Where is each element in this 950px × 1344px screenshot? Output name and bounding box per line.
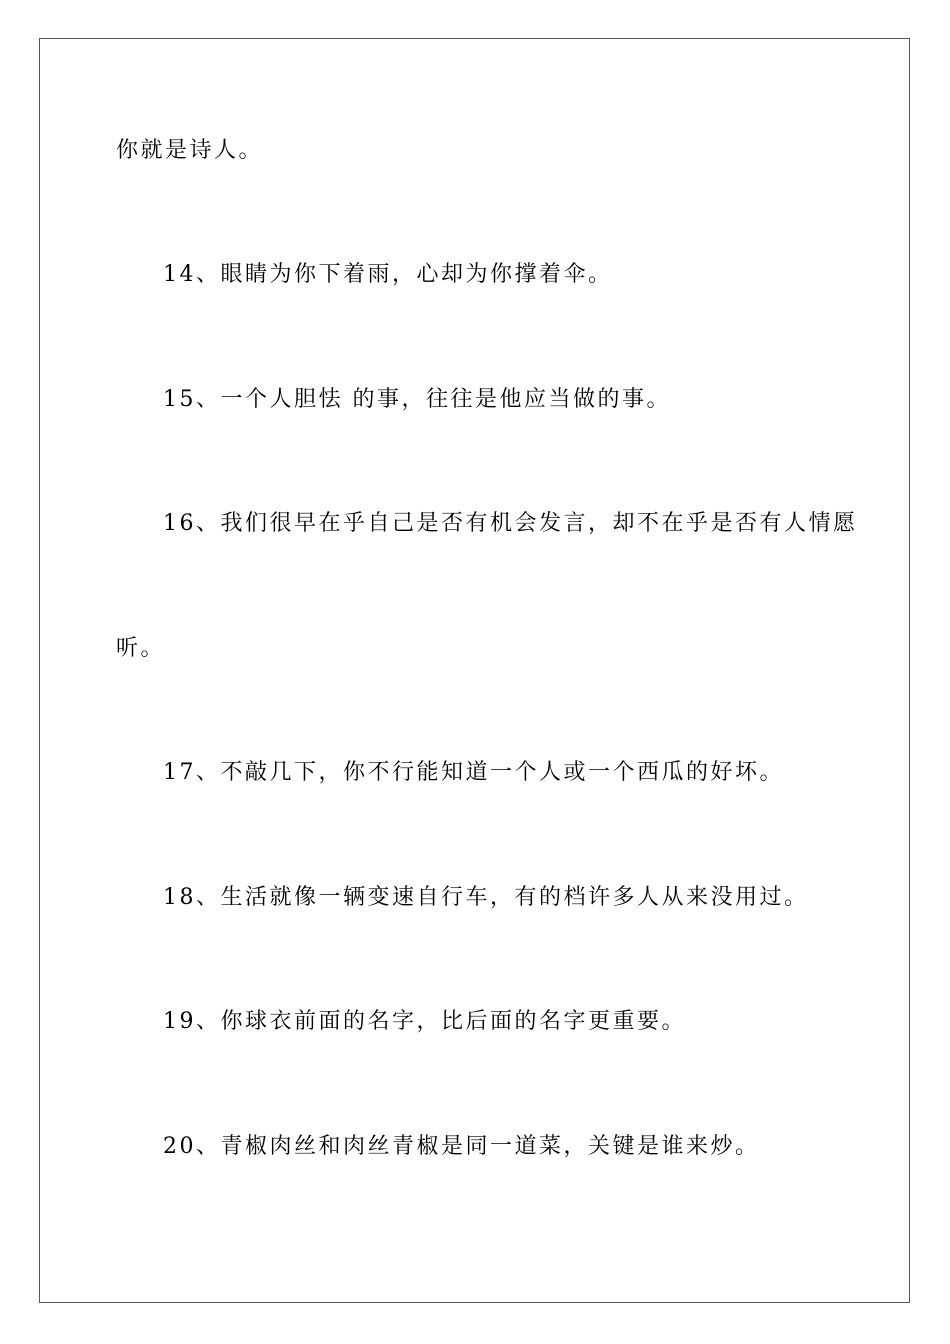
text-line: 听。 [116, 636, 166, 661]
text-line: 17、不敲几下，你不行能知道一个人或一个西瓜的好坏。 [163, 760, 784, 785]
text-line: 14、眼睛为你下着雨，心却为你撑着伞。 [163, 262, 613, 287]
text-line: 19、你球衣前面的名字，比后面的名字更重要。 [163, 1009, 686, 1034]
text-line: 18、生活就像一辆变速自行车，有的档许多人从来没用过。 [163, 885, 809, 910]
text-line: 20、青椒肉丝和肉丝青椒是同一道菜，关键是谁来炒。 [163, 1134, 760, 1159]
page-frame [39, 38, 910, 1303]
text-line: 15、一个人胆怯 的事，往往是他应当做的事。 [163, 387, 671, 412]
text-line: 16、我们很早在乎自己是否有机会发言，却不在乎是否有人情愿 [163, 511, 858, 536]
text-line: 你就是诗人。 [116, 138, 264, 163]
